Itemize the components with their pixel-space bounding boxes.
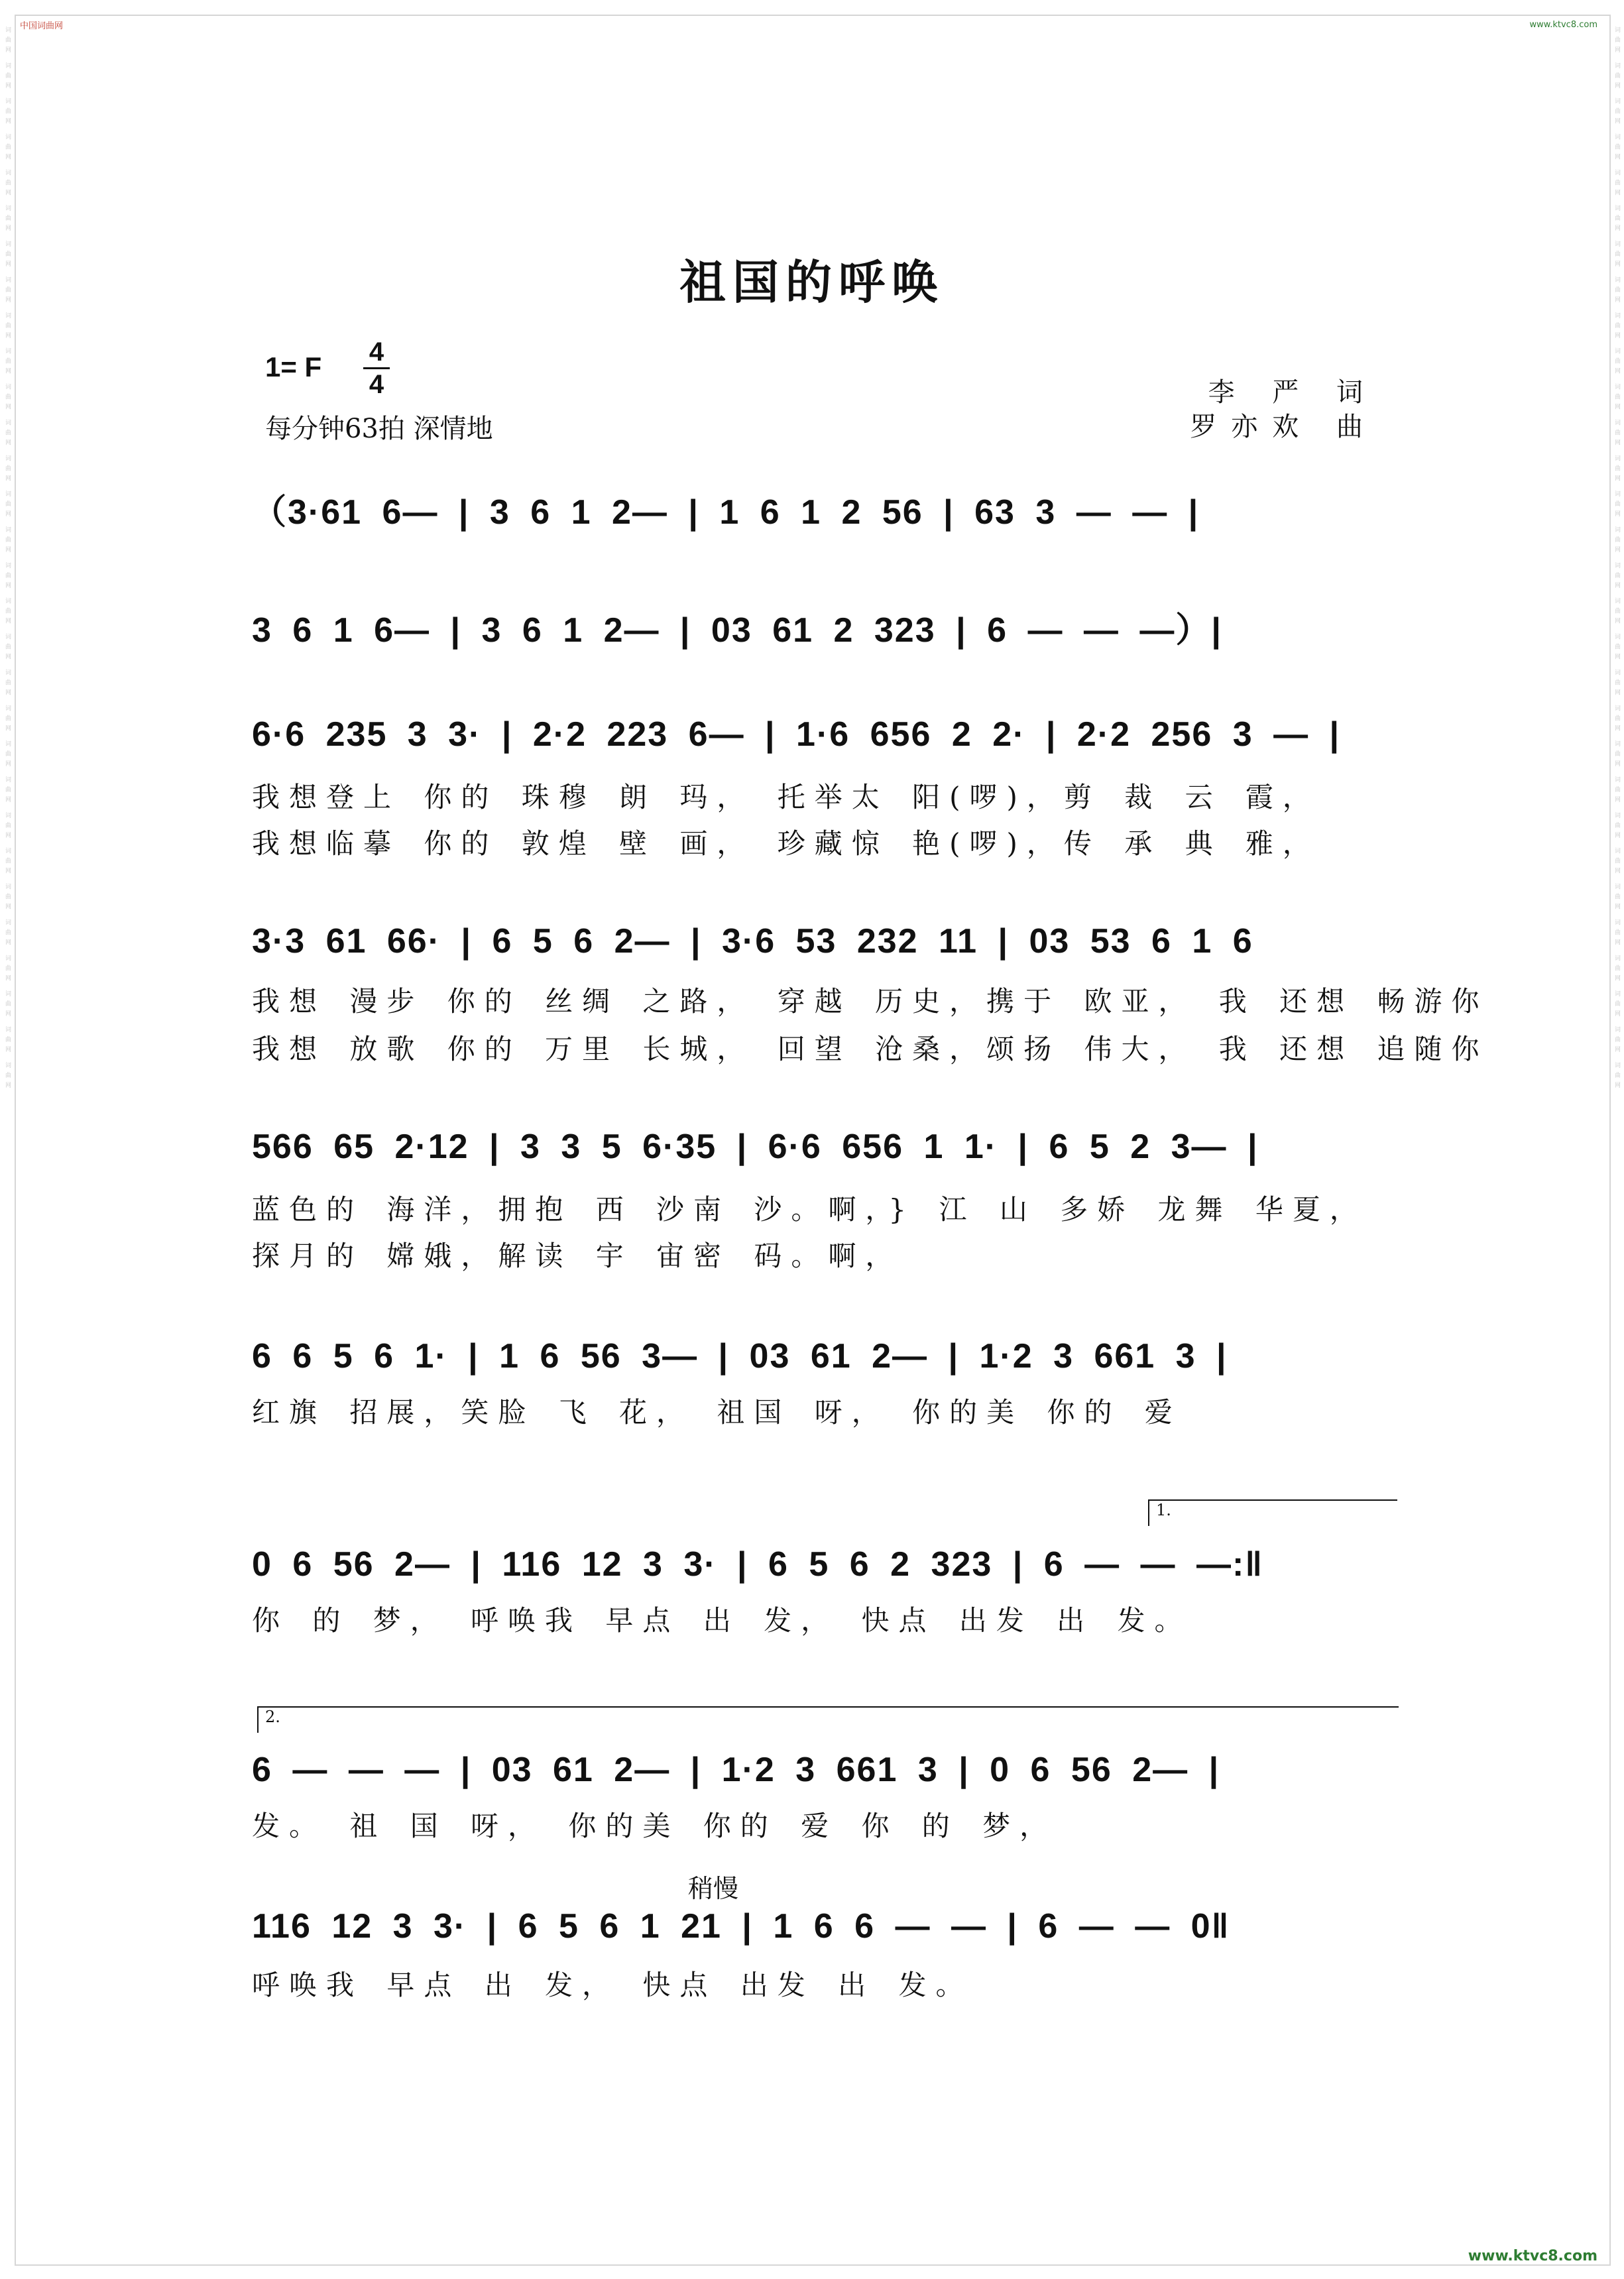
notation-line: 6·6 235 3 3· | 2·2 223 6— | 1·6 656 2 2· | 2·2 256 3 — |	[252, 715, 1341, 754]
left-margin-watermark: 词曲网 词曲网 词曲网 词曲网 词曲网 词曲网 词曲网 词曲网 词曲网 词曲网 词曲网 词曲网 词曲网 词曲网 词曲网 词曲网 词曲网 词曲网 词曲网 词曲网 词曲网 词曲网 词曲网 词曲网 词曲网 词曲网 词曲网 词曲网 词曲网 词曲网	[4, 27, 11, 1092]
volta-2-bracket: 2.	[257, 1706, 1399, 1733]
song-title: 祖国的呼唤	[679, 255, 945, 310]
site-logo-left: 中国词曲网	[20, 21, 64, 31]
lyricist-credit: 李 严 词	[1208, 377, 1377, 408]
tempo-change-mark: 稍慢	[688, 1874, 739, 1903]
key-signature: 1= F	[265, 351, 322, 382]
notation-line: 3·3 61 66· | 6 5 6 2— | 3·6 53 232 11 | 03 53 6 1 6	[252, 922, 1253, 961]
tempo-marking: 每分钟63拍 深情地	[265, 414, 493, 444]
notation-line: 6 — — — | 03 61 2— | 1·2 3 661 3 | 0 6 56 2— |	[252, 1751, 1220, 1789]
composer-credit: 罗亦欢 曲	[1190, 412, 1377, 442]
lyric-line: 你 的 梦， 呼唤我 早点 出 发， 快点 出发 出 发。	[252, 1604, 1192, 1637]
lyric-verse-1: 蓝色的 海洋，拥抱 西 沙南 沙。啊，} 江 山 多娇 龙舞 华夏，	[252, 1193, 1367, 1226]
notation-line: 0 6 56 2— | 116 12 3 3· | 6 5 6 2 323 | 6 — — —:‖	[252, 1545, 1264, 1584]
lyric-line: 发。 祖 国 呀， 你的美 你的 爱 你 的 梦，	[252, 1810, 1057, 1842]
notation-line: 116 12 3 3· | 6 5 6 1 21 | 1 6 6 — — | 6 — — 0‖	[252, 1907, 1230, 1946]
lyric-verse-1: 我想登上 你的 珠穆 朗 玛， 托举太 阳(啰)，剪 裁 云 霞，	[252, 781, 1320, 813]
footer-url: www.ktvc8.com	[1468, 2248, 1597, 2264]
time-signature	[363, 337, 390, 400]
notation-line: （3·61 6— | 3 6 1 2— | 1 6 1 2 56 | 63 3 — — |	[252, 493, 1200, 532]
notation-line: 566 65 2·12 | 3 3 5 6·35 | 6·6 656 1 1· | 6 5 2 3— |	[252, 1128, 1259, 1166]
right-margin-watermark: 词曲网 词曲网 词曲网 词曲网 词曲网 词曲网 词曲网 词曲网 词曲网 词曲网 词曲网 词曲网 词曲网 词曲网 词曲网 词曲网 词曲网 词曲网 词曲网 词曲网 词曲网 词曲网 词曲网 词曲网 词曲网 词曲网 词曲网 词曲网 词曲网 词曲网	[1613, 27, 1620, 1092]
lyric-verse-1: 我想 漫步 你的 丝绸 之路， 穿越 历史，携于 欧亚， 我 还想 畅游你	[252, 985, 1489, 1018]
lyric-line: 红旗 招展，笑脸 飞 花， 祖国 呀， 你的美 你的 爱	[252, 1396, 1182, 1429]
site-url-right: www.ktvc8.com	[1529, 20, 1597, 30]
notation-line: 6 6 5 6 1· | 1 6 56 3— | 03 61 2— | 1·2 3 661 3 |	[252, 1337, 1228, 1375]
lyric-verse-2: 我想临摹 你的 敦煌 壁 画， 珍藏惊 艳(啰)，传 承 典 雅，	[252, 827, 1320, 860]
lyric-verse-2: 探月的 嫦娥，解读 宇 宙密 码。啊，	[252, 1240, 903, 1272]
volta-1-bracket: 1.	[1148, 1499, 1397, 1526]
notation-line: 3 6 1 6— | 3 6 1 2— | 03 61 2 323 | 6 — — —）|	[252, 611, 1222, 650]
time-signature-top: 4	[363, 337, 390, 369]
lyric-verse-2: 我想 放歌 你的 万里 长城， 回望 沧桑，颂扬 伟大， 我 还想 追随你	[252, 1033, 1489, 1065]
lyric-line: 呼唤我 早点 出 发， 快点 出发 出 发。	[252, 1969, 973, 2001]
time-signature-bottom: 4	[369, 370, 384, 399]
